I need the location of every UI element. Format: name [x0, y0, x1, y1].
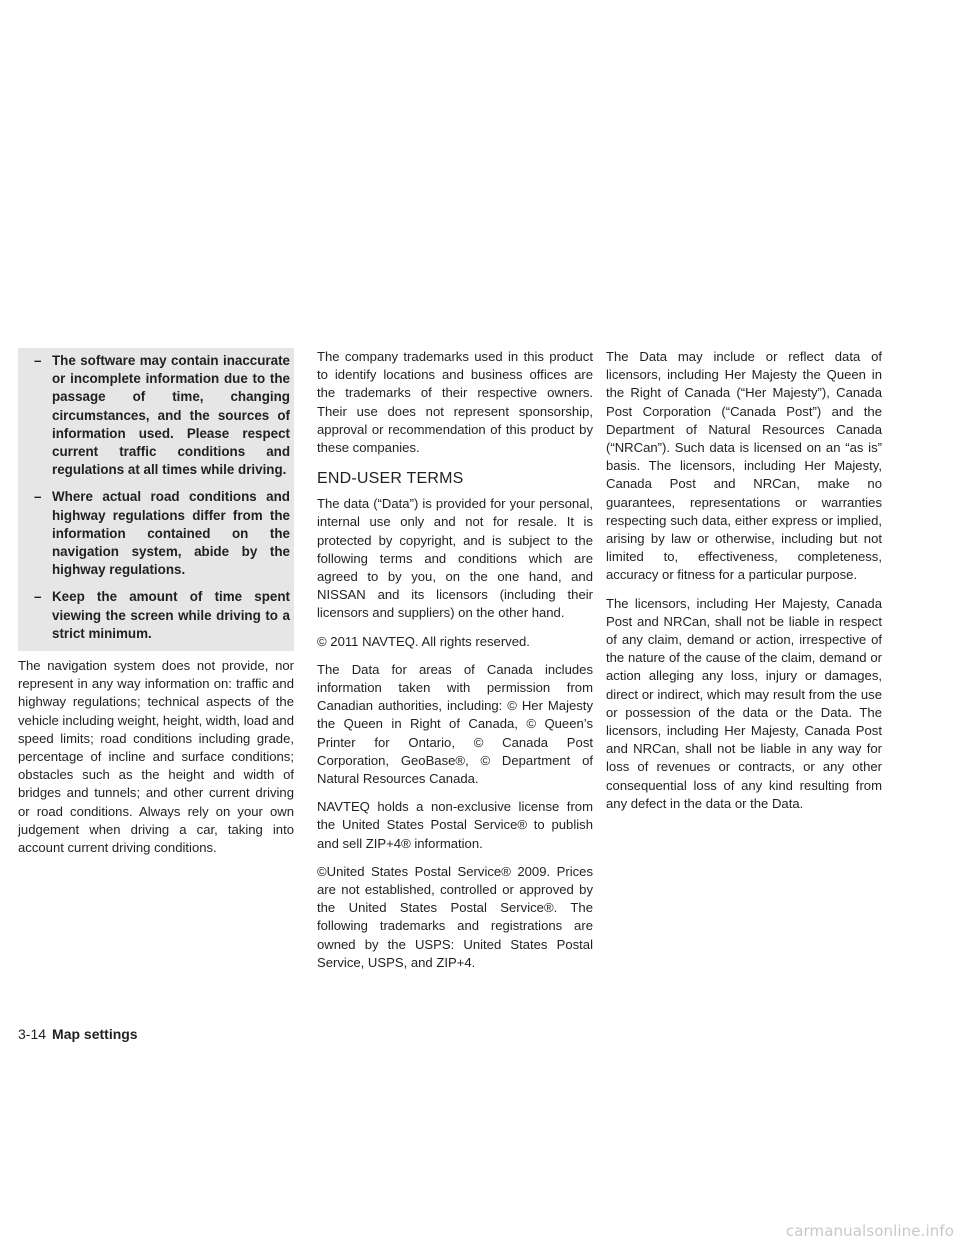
warning-item	[28, 588, 290, 643]
navigation-disclaimer-paragraph: The navigation system does not provide, nor represent in any way information on: traffic and highway regulations; technical aspects of the vehicle including weight, height, width, load and speed limits; road conditions including grade, percentage of incline and surface conditions; obstacles such as the height and width of bridges and tunnels; and other current driving or road conditions. Always rely on your own judgement when driving a car, taking into account current driving conditions.	[18, 658, 294, 856]
warning-item	[28, 352, 290, 479]
canada-data-paragraph: The Data for areas of Canada includes information taken with permission from Canadian authorities, including: © Her Majesty the Queen in Right of Canada, © Queen’s Printer for Ontario, © Canada Post Corporation, GeoBase®, © Department of Natural Resources Canada.	[317, 661, 593, 787]
column-left	[18, 348, 294, 867]
copyright-paragraph: © 2011 NAVTEQ. All rights reserved.	[317, 633, 530, 649]
column-middle	[317, 348, 593, 982]
terms-paragraph: The data (“Data”) is provided for your personal, internal use only and not for resale. It is protected by copyright, and is subject to the following terms and conditions which are agreed to by you, on the one hand, and NISSAN and its licensors (including their licensors and suppliers) on the other hand.	[317, 496, 593, 621]
zip4-license-paragraph: NAVTEQ holds a non-exclusive license from the United States Postal Service® to publish and sell ZIP+4® information.	[317, 799, 593, 851]
warning-dash: –	[34, 489, 42, 505]
page-footer	[18, 1025, 138, 1043]
column-right	[606, 348, 882, 823]
licensors-liability-paragraph: The licensors, including Her Majesty, Canada Post and NRCan, shall not be liable in respect of any claim, demand or action, irrespective of the nature of the cause of the claim, demand or action alleging any loss, injury or damages, direct or indirect, which may result from the use or possession of the data or the Data. The licensors, including Her Majesty, Canada Post and NRCan, shall not be liable in any way for loss of revenues or contracts, or any other consequential loss of any kind resulting from any defect in the data or the Data.	[606, 595, 882, 811]
warning-dash: –	[34, 353, 42, 368]
warning-item	[28, 488, 290, 579]
warning-text: Keep the amount of time spent viewing the screen while driving to a strict minimum.	[52, 589, 290, 641]
warning-dash: –	[34, 589, 42, 605]
warning-text: The software may contain inaccurate or incomplete information due to the passage of time, changing circumstances, and the sources of information used. Please respect current traffic conditions and regulations at all times while driving.	[52, 353, 290, 478]
watermark: carmanualsonline.info	[785, 1222, 954, 1240]
warning-box	[18, 348, 294, 651]
trademarks-paragraph: The company trademarks used in this product to identify locations and business offices are the trademarks of their respective owners. Their use does not represent sponsorship, approval or recommendation of this product by these companies.	[317, 349, 593, 456]
section-heading-end-user-terms: END-USER TERMS	[317, 470, 464, 488]
licensors-warranty-paragraph: The Data may include or reflect data of licensors, including Her Majesty the Queen in the Right of Canada (“Her Majesty”), Canada Post Corporation (“Canada Post”) and the Department of Natural Resources Canada (“NRCan”). Such data is licensed on an “as is” basis. The licensors, including Her Majesty, Canada Post and NRCan, make no guarantees, representations or warranties respecting such data, either express or implied, arising by law or otherwise, including but not limited to, effectiveness, completeness, accuracy or fitness for a particular purpose.	[606, 349, 882, 583]
section-title: Map settings	[52, 1026, 138, 1042]
warning-text: Where actual road conditions and highway regulations differ from the information contained on the navigation system, abide by the highway regulations.	[52, 489, 290, 578]
page-number: 3-14	[18, 1026, 47, 1042]
usps-paragraph: ©United States Postal Service® 2009. Prices are not established, controlled or approved by the United States Postal Service®. The following trademarks and registrations are owned by the USPS: United States Postal Service, USPS, and ZIP+4.	[317, 863, 593, 970]
